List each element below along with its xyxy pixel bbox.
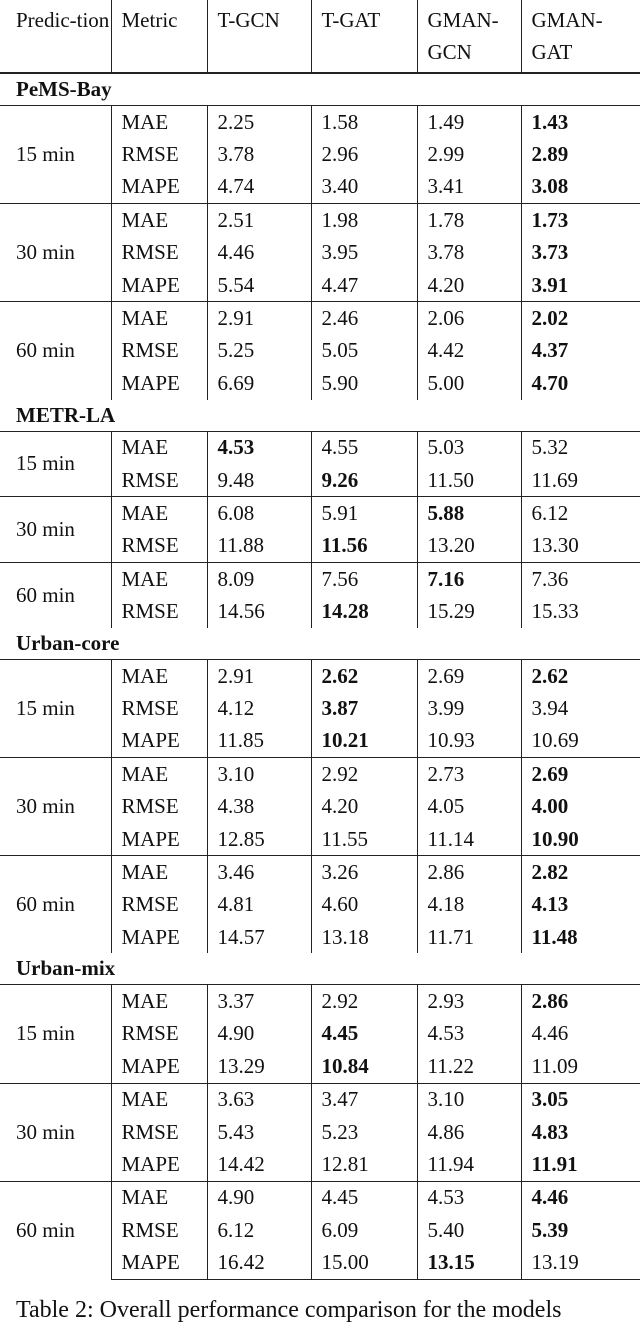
metric-name: MAE (111, 497, 207, 530)
metric-value: 2.91 (207, 659, 311, 692)
metric-value: 5.05 (311, 335, 417, 367)
table-row (0, 856, 640, 889)
metric-value: 3.78 (207, 138, 311, 170)
dataset-row (0, 400, 640, 432)
metric-value: 11.55 (311, 823, 417, 856)
metric-value: 5.43 (207, 1116, 311, 1148)
metric-name: MAPE (111, 171, 207, 204)
metric-value: 4.46 (521, 1018, 640, 1050)
dataset-row (0, 628, 640, 660)
metric-value: 3.05 (521, 1083, 640, 1116)
metric-value: 3.95 (311, 237, 417, 269)
metric-value: 4.46 (521, 1181, 640, 1214)
metric-value: 2.62 (521, 659, 640, 692)
metric-value: 6.08 (207, 497, 311, 530)
metric-value: 4.53 (417, 1018, 521, 1050)
metric-value: 3.99 (417, 692, 521, 724)
metric-value: 11.09 (521, 1050, 640, 1083)
metric-value: 2.91 (207, 302, 311, 335)
metric-value: 3.94 (521, 692, 640, 724)
metric-name: MAPE (111, 1247, 207, 1280)
metric-value: 3.47 (311, 1083, 417, 1116)
metric-value: 2.96 (311, 138, 417, 170)
metric-value: 4.53 (207, 431, 311, 464)
metric-name: MAPE (111, 367, 207, 399)
prediction-horizon: 30 min (0, 204, 111, 302)
metric-value: 10.84 (311, 1050, 417, 1083)
metric-value: 6.12 (521, 497, 640, 530)
metric-value: 9.48 (207, 464, 311, 497)
table-row (0, 758, 640, 791)
prediction-horizon: 60 min (0, 856, 111, 954)
metric-name: RMSE (111, 1214, 207, 1246)
metric-value: 4.46 (207, 237, 311, 269)
metric-value: 11.91 (521, 1148, 640, 1181)
metric-value: 11.22 (417, 1050, 521, 1083)
metric-value: 4.42 (417, 335, 521, 367)
metric-value: 4.90 (207, 1018, 311, 1050)
metric-value: 2.93 (417, 985, 521, 1018)
table-row (0, 1083, 640, 1116)
metric-value: 13.18 (311, 921, 417, 953)
metric-value: 6.09 (311, 1214, 417, 1246)
metric-value: 2.69 (521, 758, 640, 791)
metric-value: 4.74 (207, 171, 311, 204)
metric-name: MAE (111, 856, 207, 889)
metric-value: 2.86 (417, 856, 521, 889)
metric-name: MAE (111, 985, 207, 1018)
prediction-horizon: 30 min (0, 758, 111, 856)
metric-name: RMSE (111, 138, 207, 170)
prediction-horizon: 30 min (0, 1083, 111, 1181)
metric-value: 4.12 (207, 692, 311, 724)
dataset-row (0, 73, 640, 106)
metric-value: 10.90 (521, 823, 640, 856)
metric-name: RMSE (111, 1018, 207, 1050)
dataset-name: PeMS-Bay (0, 73, 640, 106)
metric-name: RMSE (111, 335, 207, 367)
metric-value: 2.92 (311, 985, 417, 1018)
metric-value: 4.00 (521, 790, 640, 822)
metric-value: 11.85 (207, 725, 311, 758)
metric-value: 5.88 (417, 497, 521, 530)
header-model-3: GMAN-GCN (417, 0, 521, 73)
metric-value: 5.91 (311, 497, 417, 530)
table-row (0, 1181, 640, 1214)
metric-value: 15.00 (311, 1247, 417, 1280)
prediction-horizon: 60 min (0, 1181, 111, 1279)
table-row (0, 563, 640, 596)
metric-value: 4.45 (311, 1181, 417, 1214)
metric-value: 4.70 (521, 367, 640, 399)
metric-name: MAE (111, 1181, 207, 1214)
metric-value: 12.85 (207, 823, 311, 856)
metric-name: MAPE (111, 823, 207, 856)
metric-value: 4.38 (207, 790, 311, 822)
metric-value: 11.71 (417, 921, 521, 953)
table-caption: Table 2: Overall performance comparison for the models (16, 1297, 562, 1323)
metric-name: MAE (111, 204, 207, 237)
metric-value: 4.20 (417, 269, 521, 302)
metric-value: 5.54 (207, 269, 311, 302)
metric-value: 2.06 (417, 302, 521, 335)
header-prediction: Predic-tion (0, 0, 111, 73)
metric-value: 2.46 (311, 302, 417, 335)
metric-value: 4.47 (311, 269, 417, 302)
dataset-row (0, 953, 640, 985)
metric-name: MAPE (111, 725, 207, 758)
metric-value: 1.78 (417, 204, 521, 237)
metric-value: 2.51 (207, 204, 311, 237)
metric-value: 11.88 (207, 530, 311, 563)
metric-value: 4.81 (207, 889, 311, 921)
metric-value: 5.32 (521, 431, 640, 464)
metric-value: 13.15 (417, 1247, 521, 1280)
metric-value: 1.58 (311, 106, 417, 139)
metric-value: 3.40 (311, 171, 417, 204)
metric-value: 3.37 (207, 985, 311, 1018)
metric-value: 4.18 (417, 889, 521, 921)
metric-value: 3.73 (521, 237, 640, 269)
metric-value: 3.08 (521, 171, 640, 204)
metric-value: 11.94 (417, 1148, 521, 1181)
metric-value: 13.29 (207, 1050, 311, 1083)
dataset-name: Urban-core (0, 628, 640, 660)
metric-value: 3.78 (417, 237, 521, 269)
metric-value: 13.20 (417, 530, 521, 563)
metric-value: 3.63 (207, 1083, 311, 1116)
prediction-horizon: 15 min (16, 142, 75, 167)
metric-value: 2.69 (417, 659, 521, 692)
header-model-4: GMAN-GAT (521, 0, 640, 73)
metric-value: 4.37 (521, 335, 640, 367)
metric-value: 5.03 (417, 431, 521, 464)
metric-name: MAE (111, 302, 207, 335)
table-row (0, 106, 640, 139)
metric-value: 11.69 (521, 464, 640, 497)
metric-value: 4.45 (311, 1018, 417, 1050)
metric-value: 2.99 (417, 138, 521, 170)
metric-value: 6.12 (207, 1214, 311, 1246)
prediction-horizon: 15 min (16, 451, 75, 476)
metric-name: RMSE (111, 692, 207, 724)
metric-value: 11.14 (417, 823, 521, 856)
metric-name: MAPE (111, 1050, 207, 1083)
table-row (0, 204, 640, 237)
dataset-name: Urban-mix (0, 953, 640, 985)
metric-value: 6.69 (207, 367, 311, 399)
metric-value: 5.25 (207, 335, 311, 367)
metric-value: 1.43 (521, 106, 640, 139)
metric-value: 3.10 (207, 758, 311, 791)
metric-value: 2.92 (311, 758, 417, 791)
metric-value: 2.82 (521, 856, 640, 889)
metric-name: MAE (111, 758, 207, 791)
metric-value: 1.98 (311, 204, 417, 237)
metric-value: 2.62 (311, 659, 417, 692)
metric-value: 14.57 (207, 921, 311, 953)
metric-value: 4.86 (417, 1116, 521, 1148)
table-body (0, 73, 640, 1279)
metric-value: 9.26 (311, 464, 417, 497)
metric-value: 4.90 (207, 1181, 311, 1214)
metric-name: MAE (111, 1083, 207, 1116)
metric-name: MAPE (111, 921, 207, 953)
metric-value: 4.20 (311, 790, 417, 822)
metric-value: 4.53 (417, 1181, 521, 1214)
metric-name: MAPE (111, 1148, 207, 1181)
metric-name: MAE (111, 563, 207, 596)
table-row (0, 985, 640, 1018)
metric-value: 16.42 (207, 1247, 311, 1280)
metric-value: 3.87 (311, 692, 417, 724)
metric-value: 14.28 (311, 595, 417, 627)
prediction-horizon: 15 min (16, 1021, 75, 1046)
metric-value: 2.89 (521, 138, 640, 170)
metric-value: 4.83 (521, 1116, 640, 1148)
metric-value: 3.26 (311, 856, 417, 889)
metric-value: 7.56 (311, 563, 417, 596)
table-row (0, 302, 640, 335)
metric-value: 13.19 (521, 1247, 640, 1280)
table-row (0, 431, 640, 464)
header-model-1: T-GCN (207, 0, 311, 73)
header-metric: Metric (111, 0, 207, 73)
dataset-name: METR-LA (0, 400, 640, 432)
metric-value: 5.39 (521, 1214, 640, 1246)
metric-value: 15.33 (521, 595, 640, 627)
metric-value: 11.56 (311, 530, 417, 563)
metric-value: 15.29 (417, 595, 521, 627)
table-header (0, 0, 640, 73)
metric-name: RMSE (111, 889, 207, 921)
metric-value: 4.13 (521, 889, 640, 921)
metric-name: RMSE (111, 1116, 207, 1148)
metric-value: 14.56 (207, 595, 311, 627)
metric-value: 5.00 (417, 367, 521, 399)
metric-value: 2.73 (417, 758, 521, 791)
table-row (0, 659, 640, 692)
prediction-horizon: 15 min (16, 695, 75, 720)
metric-name: MAE (111, 431, 207, 464)
metric-value: 3.91 (521, 269, 640, 302)
metric-value: 7.16 (417, 563, 521, 596)
metric-value: 5.40 (417, 1214, 521, 1246)
metric-value: 10.21 (311, 725, 417, 758)
metric-value: 11.48 (521, 921, 640, 953)
metric-value: 8.09 (207, 563, 311, 596)
header-model-2: T-GAT (311, 0, 417, 73)
metric-value: 11.50 (417, 464, 521, 497)
metric-value: 10.69 (521, 725, 640, 758)
metric-value: 1.49 (417, 106, 521, 139)
metric-value: 5.23 (311, 1116, 417, 1148)
metric-value: 13.30 (521, 530, 640, 563)
metric-name: MAPE (111, 269, 207, 302)
metric-value: 10.93 (417, 725, 521, 758)
metric-value: 2.25 (207, 106, 311, 139)
metric-value: 2.86 (521, 985, 640, 1018)
metric-name: RMSE (111, 237, 207, 269)
metric-name: RMSE (111, 790, 207, 822)
metric-value: 5.90 (311, 367, 417, 399)
metric-value: 12.81 (311, 1148, 417, 1181)
metric-value: 3.41 (417, 171, 521, 204)
metric-name: MAE (111, 659, 207, 692)
metric-value: 2.02 (521, 302, 640, 335)
metric-name: RMSE (111, 595, 207, 627)
metric-value: 4.05 (417, 790, 521, 822)
metric-name: RMSE (111, 464, 207, 497)
metric-value: 7.36 (521, 563, 640, 596)
metric-value: 4.55 (311, 431, 417, 464)
prediction-horizon: 30 min (0, 497, 111, 563)
metric-value: 14.42 (207, 1148, 311, 1181)
metric-value: 3.10 (417, 1083, 521, 1116)
table-row (0, 497, 640, 530)
prediction-horizon: 60 min (0, 302, 111, 400)
metric-name: MAE (111, 106, 207, 139)
metric-value: 4.60 (311, 889, 417, 921)
metric-name: RMSE (111, 530, 207, 563)
metric-value: 1.73 (521, 204, 640, 237)
metric-value: 3.46 (207, 856, 311, 889)
prediction-horizon: 60 min (0, 563, 111, 628)
